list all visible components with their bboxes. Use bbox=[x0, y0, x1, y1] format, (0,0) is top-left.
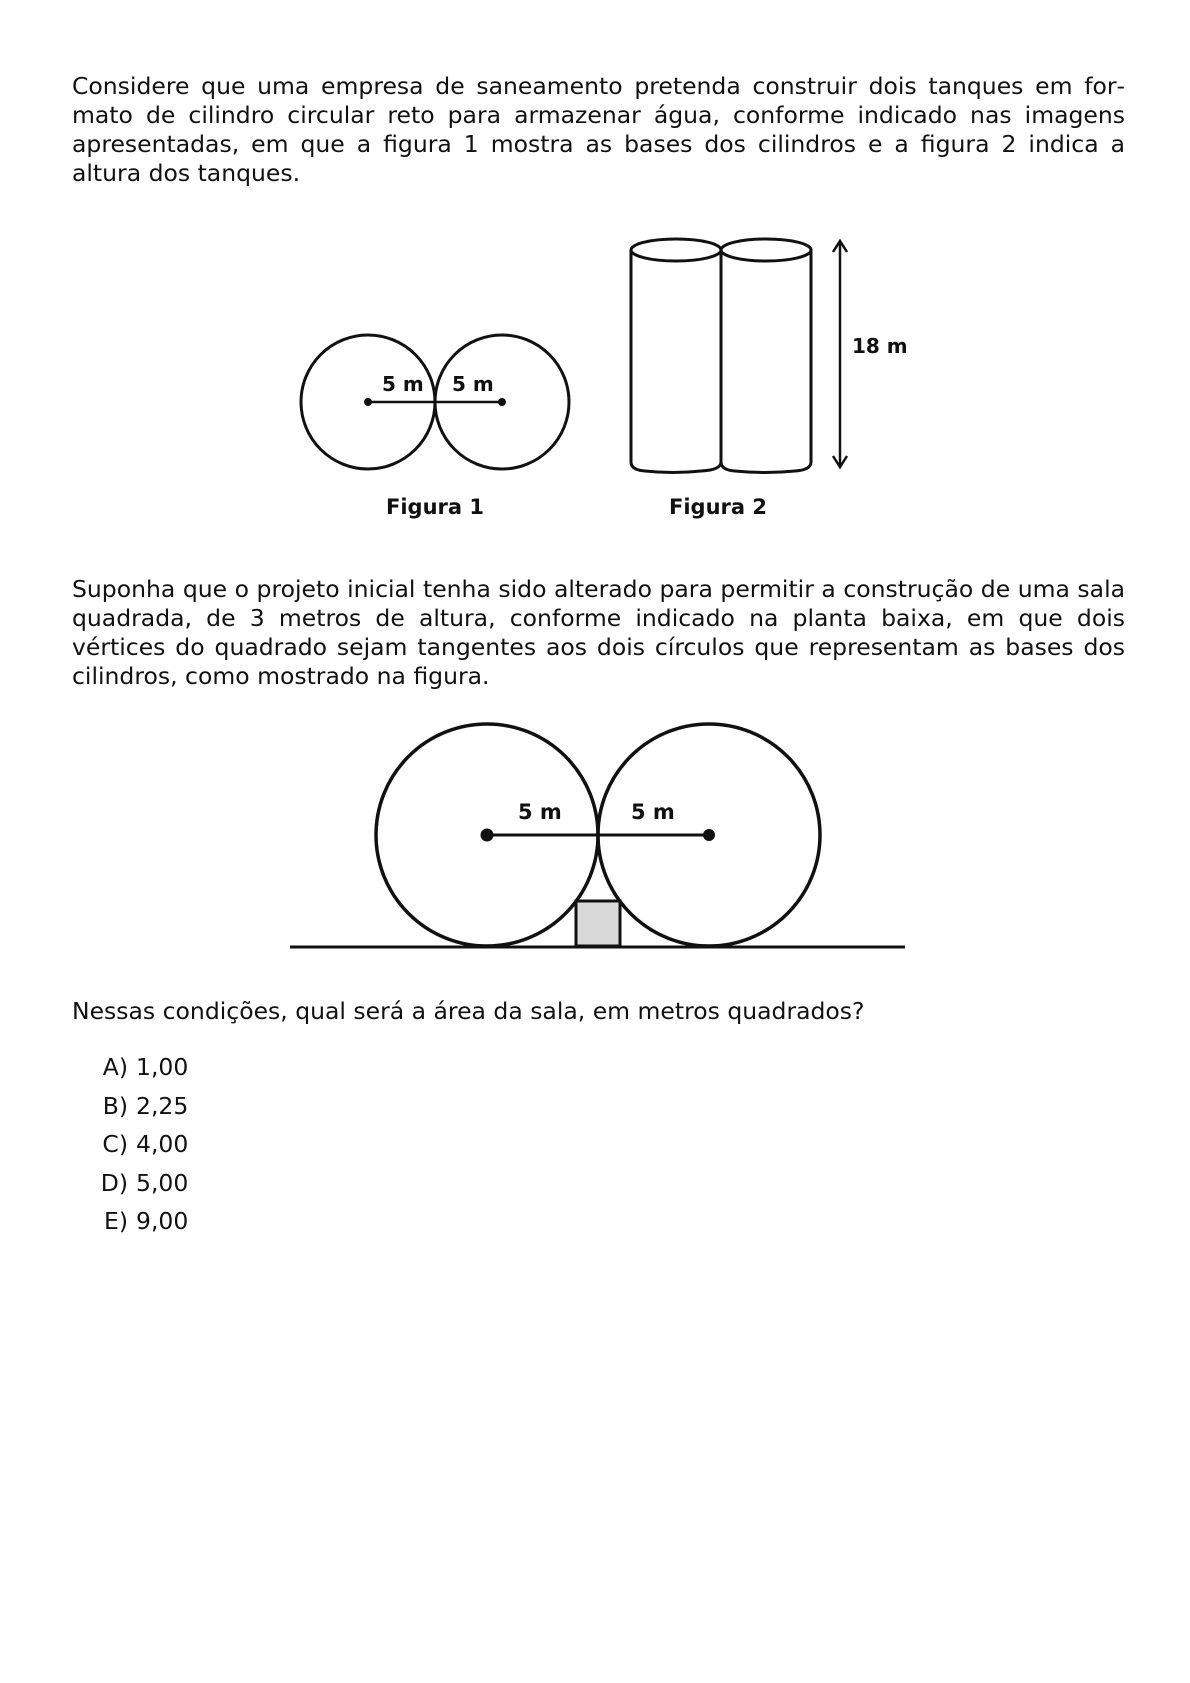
answer-options bbox=[88, 1048, 188, 1241]
height-label: 18 m bbox=[852, 334, 908, 358]
figure-1-caption: Figura 1 bbox=[386, 495, 484, 519]
cylinder-left bbox=[631, 239, 721, 473]
option-value: 4,00 bbox=[136, 1130, 189, 1159]
cylinder-right bbox=[721, 239, 811, 473]
center-dot-right bbox=[703, 829, 715, 841]
option-letter: D) bbox=[100, 1168, 128, 1197]
option-letter: A) bbox=[102, 1053, 128, 1082]
question-text: Nessas condições, qual será a área da sala, em metros quadrados? bbox=[72, 997, 865, 1025]
center-dot-left bbox=[364, 398, 372, 406]
option-b[interactable] bbox=[88, 1087, 188, 1126]
center-dot-left bbox=[481, 829, 494, 842]
option-value: 2,25 bbox=[136, 1091, 189, 1120]
option-d[interactable] bbox=[88, 1164, 188, 1203]
intro-paragraph: Considere que uma empresa de saneamento pretenda construir dois tanques em formato de cilindro circular reto para armazenar água, conforme indicado nas imagens apresentadas, em que a figura 1 mostra as bases dos cilindros e a figura 2 indica a altura dos tanques. bbox=[72, 72, 1125, 187]
second-paragraph: Suponha que o projeto inicial tenha sido alterado para permitir a construção de uma sala quadrada, de 3 metros de altura, conforme indicado na planta baixa, em que dois vértices do quadrado sejam tangentes aos dois círculos que representam as bases dos cilindros, como mostrado na figura. bbox=[72, 575, 1125, 690]
figure-2 bbox=[625, 230, 925, 530]
center-dot-right bbox=[498, 398, 506, 406]
figure-3 bbox=[285, 715, 915, 955]
option-letter: E) bbox=[103, 1207, 128, 1236]
radius-label-right: 5 m bbox=[631, 800, 675, 824]
height-arrow-icon bbox=[833, 241, 847, 467]
option-a[interactable] bbox=[88, 1048, 188, 1087]
option-e[interactable] bbox=[88, 1202, 188, 1241]
option-value: 5,00 bbox=[136, 1168, 189, 1197]
option-letter: B) bbox=[102, 1091, 128, 1120]
square-room bbox=[576, 901, 620, 946]
radius-label-left: 5 m bbox=[382, 372, 424, 396]
option-letter: C) bbox=[102, 1130, 128, 1159]
radius-label-right: 5 m bbox=[452, 372, 494, 396]
figure-2-caption: Figura 2 bbox=[669, 495, 767, 519]
figure-1 bbox=[290, 325, 580, 525]
option-c[interactable] bbox=[88, 1125, 188, 1164]
option-value: 9,00 bbox=[136, 1207, 189, 1236]
radius-label-left: 5 m bbox=[518, 800, 562, 824]
option-value: 1,00 bbox=[136, 1053, 189, 1082]
